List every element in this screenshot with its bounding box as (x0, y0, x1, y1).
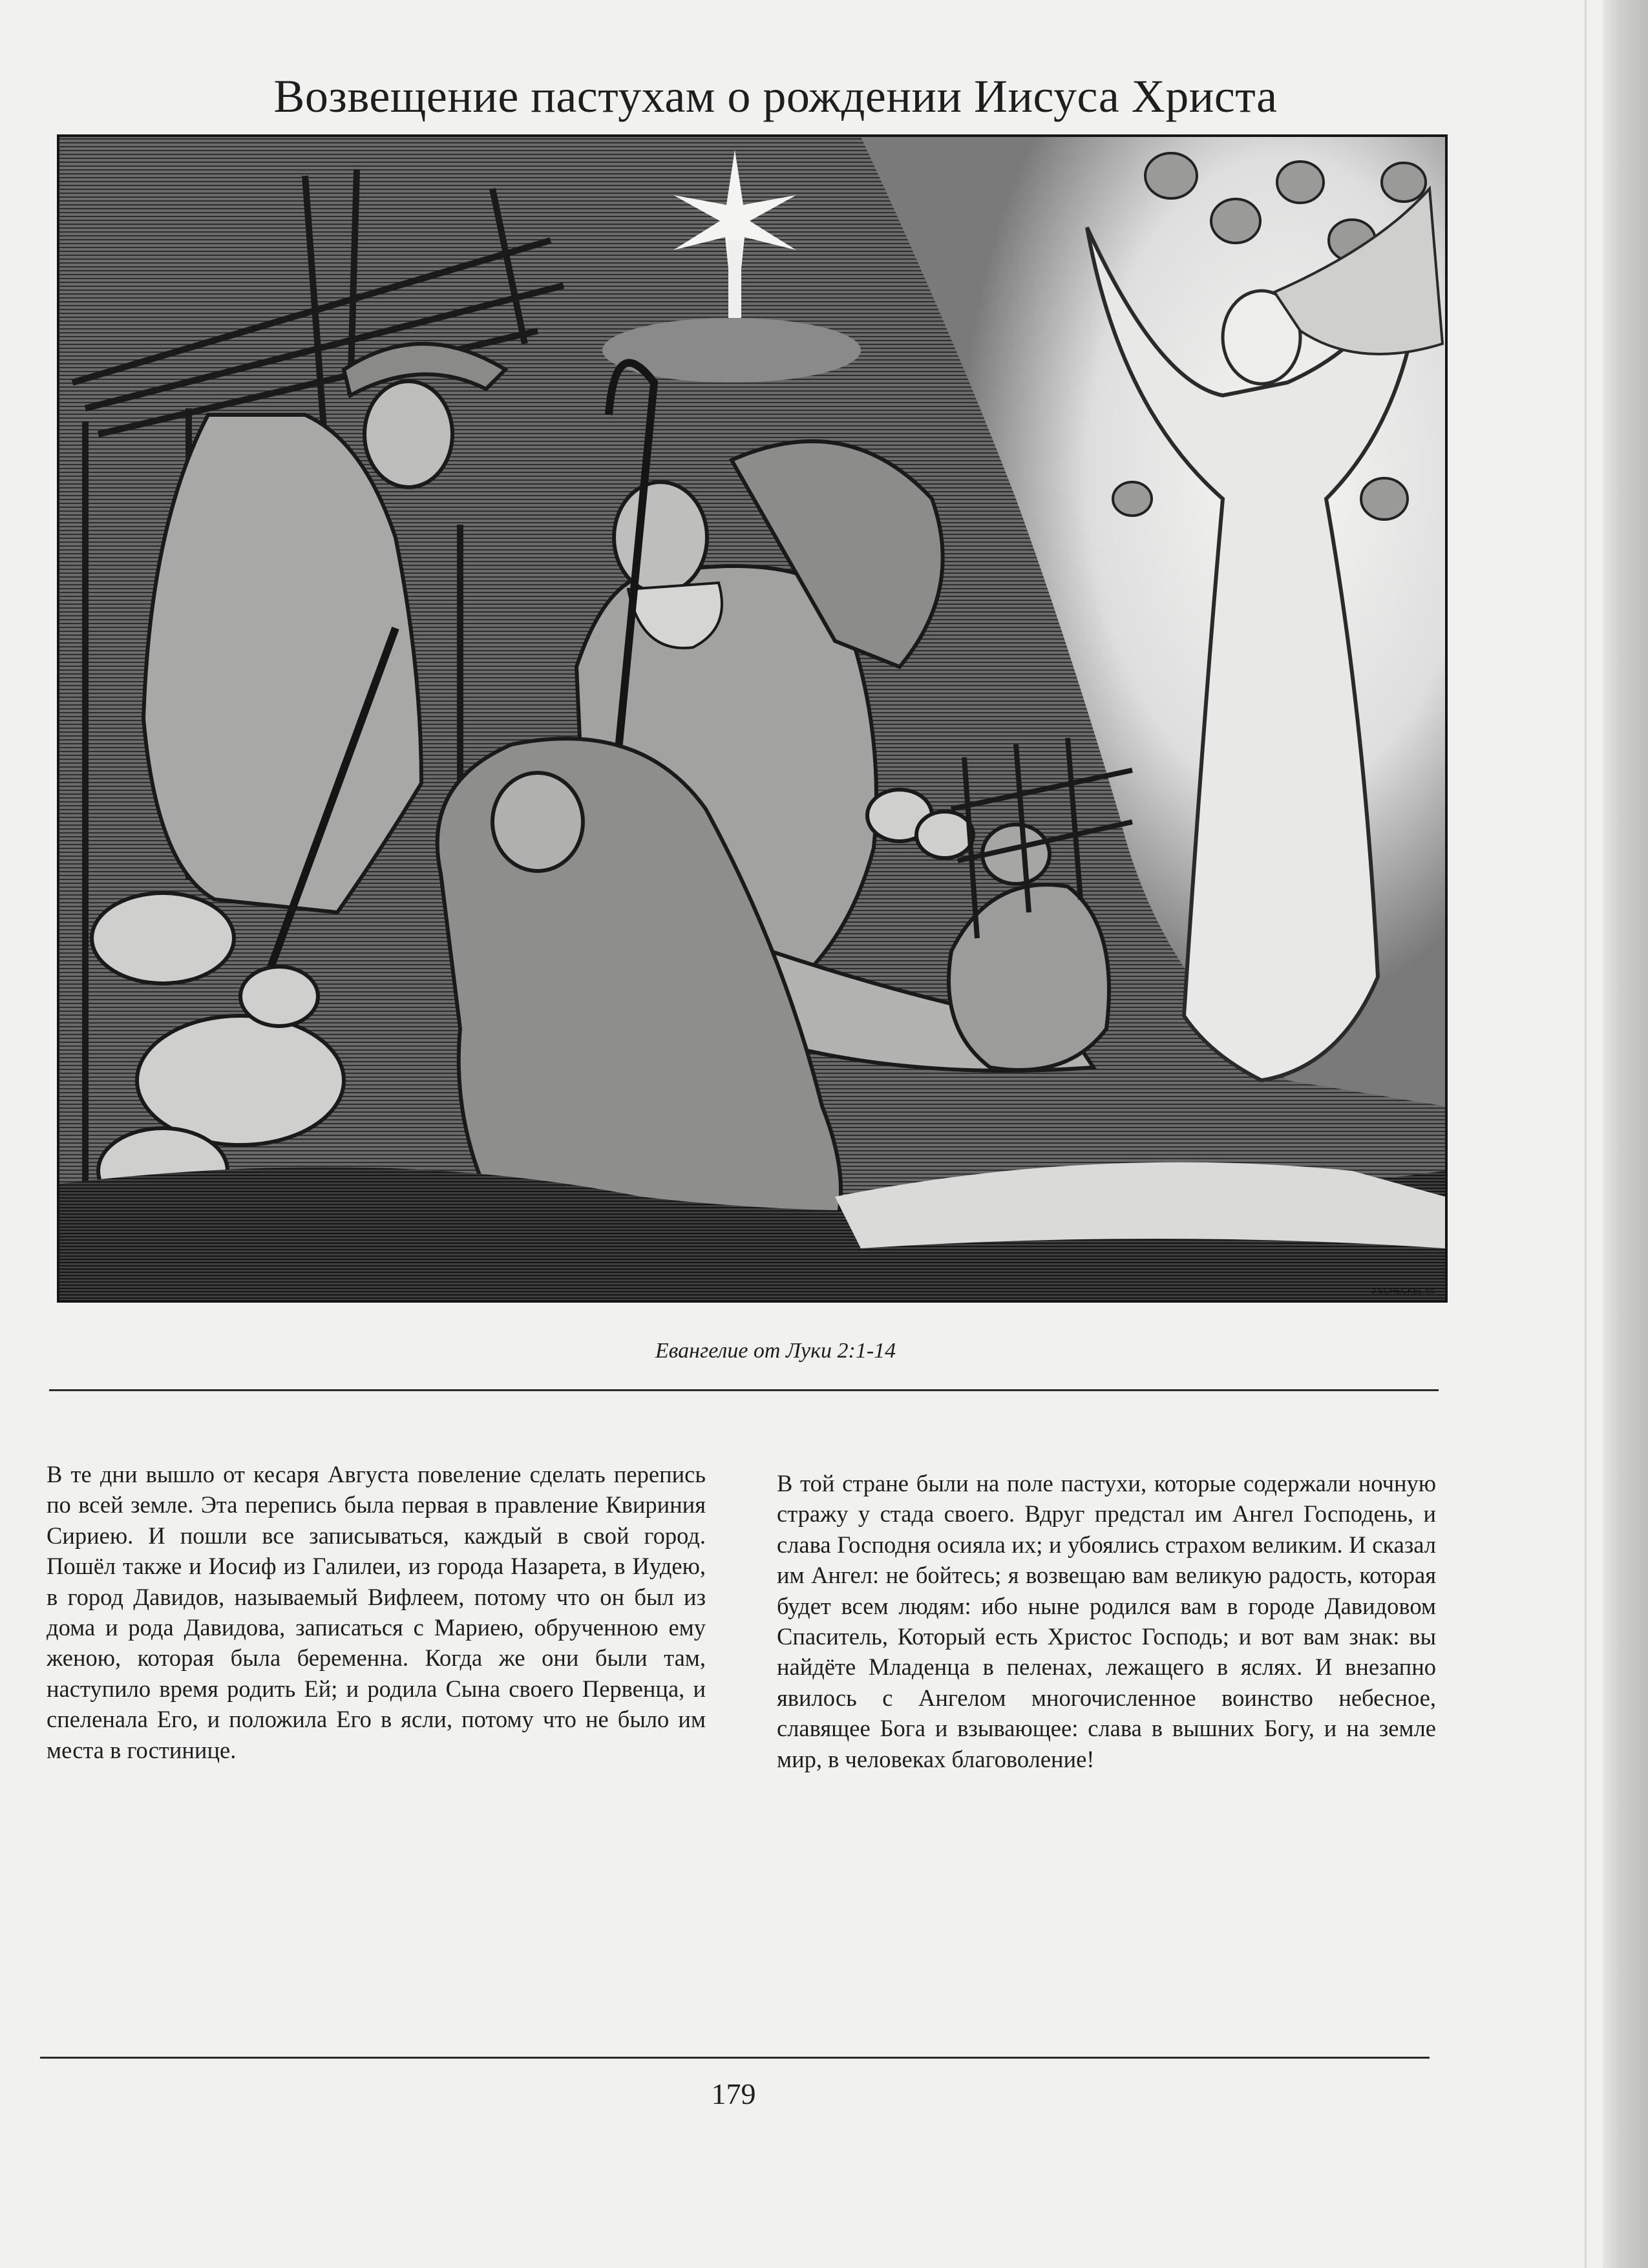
page-number: 179 (711, 2077, 756, 2110)
separator-rule (49, 1389, 1439, 1391)
text-column-right: В той стране были на поле пастухи, которые содержали ночную стражу у стада своего. Вдруг предстал им Ангел Господень, и слава Господня осияла их; и убоялись страхом великим. И сказал им Ангел: не бойтесь; я возвещаю вам великую радость, которая будет всем людям: ибо ныне родился вам в городе Давидовом Спаситель, Который есть Христос Господь; и вот вам знак: вы найдёте Младенца в пеленах, лежащего в яслях. И внезапно явилось с Ангелом многочисленное воинство небесное, славящее Бога и взывающее: слава в вышних Богу, и на земле мир, в человеках благоволение! (777, 1470, 1436, 1772)
shepherds-engraving (57, 134, 1448, 1303)
page-edge-line (1585, 0, 1587, 2268)
page-title: Возвещение пастухам о рождении Иисуса Христа (273, 70, 1278, 122)
engraver-signature: J.SCHECKEL sc. (1371, 1286, 1436, 1296)
text-column-left: В те дни вышло от кесаря Августа повеление сделать перепись по всей земле. Эта перепись была первая в правление Квириния Сириею. И пошли все записываться, каждый в свой город. Пошёл также и Иосиф из Галилеи, из города Назарета, в Иудею, в город Давидов, называемый Вифлеем, потому что он был из дома и рода Давидова, записаться с Мариею, обрученною ему женою, которая была беременна. Когда же они были там, наступило время родить Ей; и родила Сына своего Первенца, и спеленала Его, и положила Его в ясли, потому что не было им места в гостинице. (47, 1461, 706, 1763)
footer-rule (40, 2057, 1430, 2059)
scripture-reference: Евангелие от Луки 2:1-14 (655, 1339, 896, 1363)
page-edge-shadow (1603, 0, 1648, 2268)
